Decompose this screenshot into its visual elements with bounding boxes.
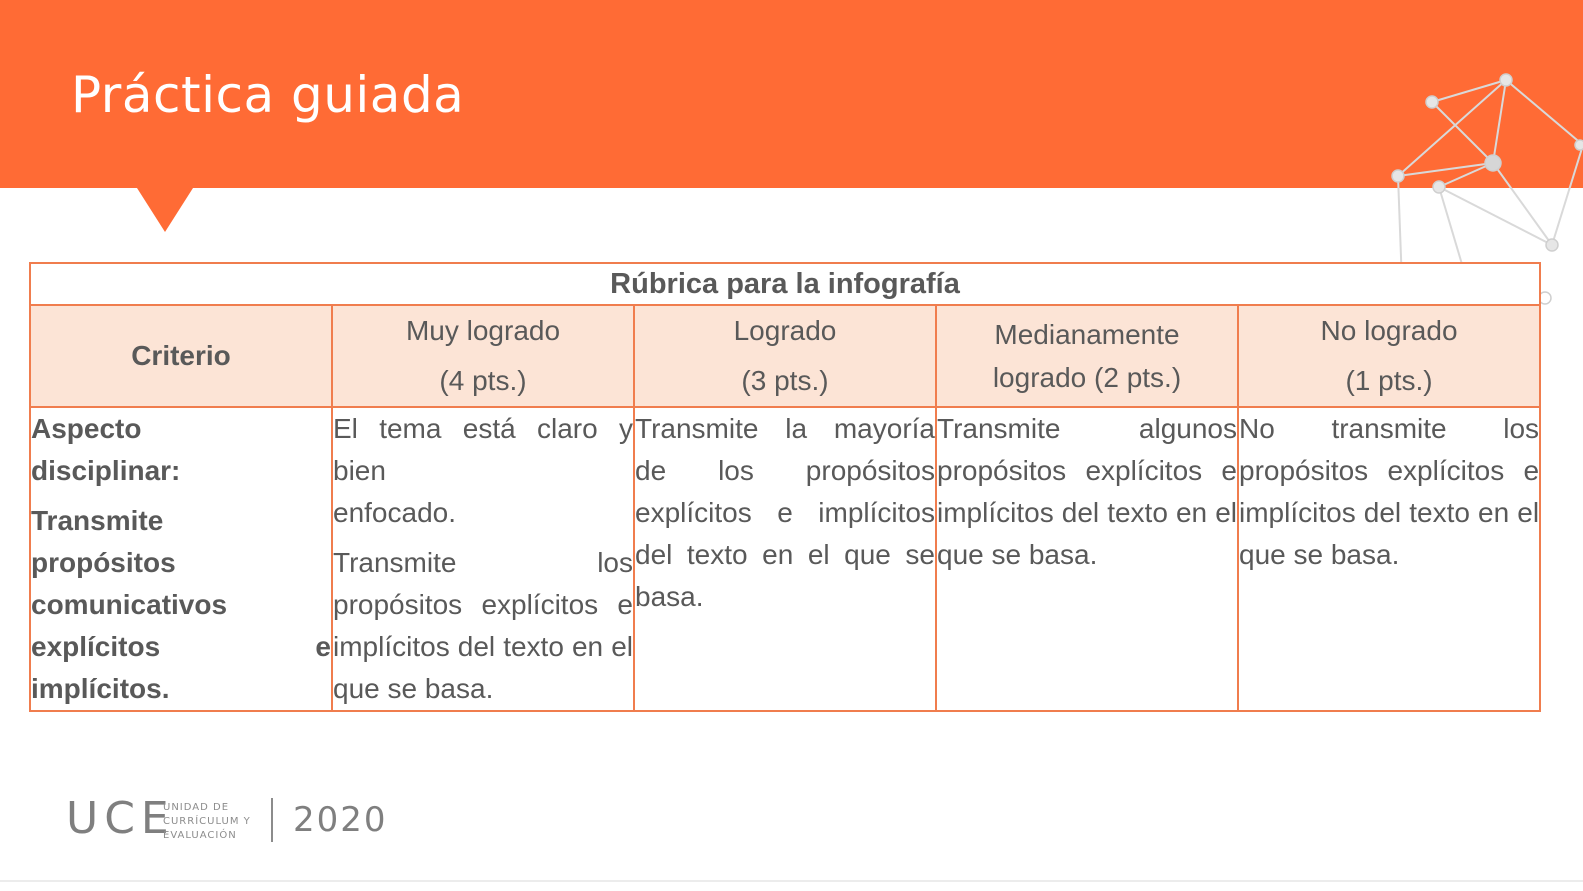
uce-logo: UCE xyxy=(66,793,175,844)
rubric-criterion-row xyxy=(30,407,1540,711)
column-header-logrado xyxy=(634,305,936,407)
column-header-medianamente-logrado xyxy=(936,305,1238,407)
muy-logrado-text-1 xyxy=(333,408,633,534)
column-label: Muy logrado xyxy=(405,315,561,346)
criterion-line: implícitos. xyxy=(31,673,170,704)
column-points: (1 pts.) xyxy=(1345,365,1433,396)
rubric-table xyxy=(29,262,1541,712)
logo-sub-line: CURRÍCULUM Y xyxy=(163,816,251,827)
column-points: (3 pts.) xyxy=(741,365,829,396)
logo-sub-line: UNIDAD DE xyxy=(163,802,230,813)
logrado-cell: Transmite la mayoría de los propósitos explícitos e implícitos del texto en el que se basa. xyxy=(634,407,936,711)
rubric-title: Rúbrica para la infografía xyxy=(30,263,1540,305)
header-pointer xyxy=(137,188,193,232)
uce-logo-subtitle xyxy=(163,801,251,843)
logo-sub-line: EVALUACIÓN xyxy=(163,830,237,841)
muy-logrado-text-2: Transmite los propósitos explícitos e implícitos del texto en el que se basa. xyxy=(333,547,633,704)
footer-divider xyxy=(271,798,273,842)
column-label: Medianamente xyxy=(994,319,1180,350)
column-points: (4 pts.) xyxy=(439,365,527,396)
column-label: Logrado xyxy=(733,315,837,346)
column-label: No logrado xyxy=(1320,315,1458,346)
criterion-cell xyxy=(30,407,332,711)
column-header-no-logrado xyxy=(1238,305,1540,407)
page-title: Práctica guiada xyxy=(71,66,465,124)
column-points: logrado (2 pts.) xyxy=(992,362,1182,393)
rubric-header-row xyxy=(30,305,1540,407)
cell-text-line: enfocado. xyxy=(333,497,456,528)
cell-text-line: El tema está claro y bien xyxy=(333,413,633,486)
rubric-title-row xyxy=(30,263,1540,305)
criterion-line: comunicativos xyxy=(31,589,228,620)
medianamente-logrado-cell: Transmite algunos propósitos explícitos e implícitos del texto en el que se basa. xyxy=(936,407,1238,711)
column-header-muy-logrado xyxy=(332,305,634,407)
footer-year: 2020 xyxy=(293,800,388,840)
column-header-criterio: Criterio xyxy=(30,305,332,407)
criterion-line: disciplinar: xyxy=(31,455,181,486)
no-logrado-cell: No transmite los propósitos explícitos e implícitos del texto en el que se basa. xyxy=(1238,407,1540,711)
muy-logrado-cell xyxy=(332,407,634,711)
criterion-line: explícitos e xyxy=(31,631,331,662)
criterion-line: Aspecto xyxy=(31,413,142,444)
criterion-line: propósitos xyxy=(31,547,176,578)
criterion-description xyxy=(31,500,331,710)
criterion-heading xyxy=(31,408,331,492)
bottom-rule xyxy=(0,880,1583,882)
criterion-line: Transmite xyxy=(31,505,164,536)
